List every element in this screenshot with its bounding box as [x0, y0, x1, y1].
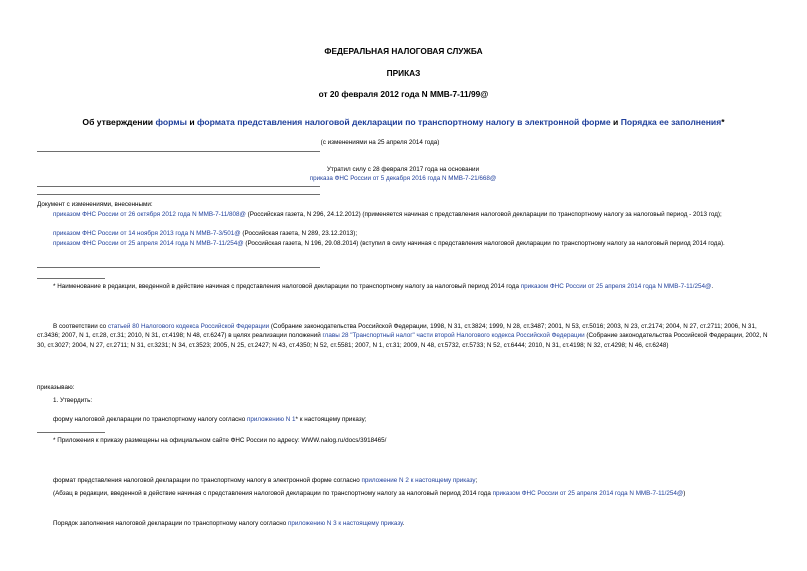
changes-intro: Документ с изменениями, внесенными: — [37, 201, 153, 208]
doc-title — [0, 117, 807, 127]
expired-basis-link[interactable]: приказа ФНС России от 5 декабря 2016 года N ММВ-7-21/668@ — [309, 175, 497, 182]
appendix-footnote: * Приложения к приказу размещены на официальном сайте ФНС России по адресу: WWW.nalog.ru/docs/3918465/ — [53, 437, 387, 444]
abzac-note-link[interactable]: приказом ФНС России от 25 апреля 2014 года N ММВ-7-11/254@ — [492, 490, 684, 497]
title-link-format[interactable]: формата представления налоговой декларации по транспортному налогу в электронной форме — [197, 117, 611, 127]
order-item-1: 1. Утвердить: — [53, 397, 93, 404]
preamble-text-3: (Собрание законодательства Российской Федерации, 2002, N 30, ст.3027; 2004, N 27, ст.2711; N 31, ст.3231; N 34, ст.3523; 2005, N 25, ст.2427; N 43, ст.4350; N 52, ст.5581; 2007, N 1, ст.31; 2009, N 48, ст.5732, ст.5733; N 52, ст.6444; 2010, N 31, ст.4198; N 32, ст.4298; N 46, ст.6248) — [37, 332, 768, 349]
revision-note: (с изменениями на 25 апреля 2014 года) — [320, 139, 440, 146]
footnote-separator — [37, 432, 105, 433]
form-approval-text: форму налоговой декларации по транспортному налогу согласно — [53, 416, 247, 423]
footnote-title-text: * Наименование в редакции, введенной в действие начиная с представления налоговой декларации по транспортному налогу за налоговый период 2014 года — [53, 283, 521, 290]
change-item-3-link[interactable]: приказом ФНС России от 25 апреля 2014 года N ММВ-7-11/254@ — [53, 240, 244, 247]
preamble-text-1: В соответствии со — [53, 323, 108, 330]
format-approval — [37, 476, 769, 485]
expired-notice-link-row — [200, 174, 606, 183]
divider-line — [37, 194, 320, 195]
title-text-2: и — [186, 117, 197, 127]
title-text-1: Об утверждении — [82, 117, 156, 127]
divider-line — [37, 267, 320, 268]
title-text-3: и — [610, 117, 621, 127]
footnote-title — [37, 282, 769, 291]
procedure-approval-text: Порядок заполнения налоговой декларации по транспортному налогу согласно — [53, 520, 288, 527]
prikazyvayu: приказываю: — [37, 384, 75, 391]
divider-line — [37, 186, 320, 187]
expired-notice: Утратил силу с 28 февраля 2017 года на основании — [326, 166, 480, 173]
appendix-3-link[interactable]: приложению N 3 к настоящему приказу — [288, 520, 403, 527]
format-approval-text: формат представления налоговой декларации по транспортному налогу в электронной форме согласно — [53, 477, 362, 484]
footnote-title-link[interactable]: приказом ФНС России от 25 апреля 2014 года N ММВ-7-11/254@ — [520, 283, 712, 290]
preamble-text-2: (Собрание законодательства Российской Федерации, 1998, N 31, ст.3824; 1999, N 28, ст.3487; 2001, N 53, ст.5016; 2003, N 23, ст.2174; 2004, N 27, ст.2711; 2006, N 31, ст.3436; 2007, N 1, ст.28, ст.31; 2010, N 31, ст.4198; N 48, ст.6247) в целях реализации положений — [37, 323, 757, 340]
divider-line — [37, 151, 320, 152]
change-item-3-text: (Российская газета, N 196, 29.08.2014) (вступил в силу начиная с представления налоговой декларации по транспортному налогу за налоговый период 2014 года). — [243, 240, 725, 247]
abzac-note — [37, 489, 769, 498]
procedure-approval-tail: . — [402, 520, 405, 527]
doc-type: ПРИКАЗ — [386, 68, 421, 78]
procedure-approval — [37, 519, 769, 528]
form-approval — [37, 415, 769, 424]
title-link-procedure[interactable]: Порядка ее заполнения — [620, 117, 722, 127]
preamble-link-article80[interactable]: статьей 80 Налогового кодекса Российской Федерации — [107, 323, 270, 330]
appendix-1-link[interactable]: приложению N 1 — [246, 416, 296, 423]
footnote-title-end: . — [711, 283, 714, 290]
preamble-link-chapter28[interactable]: главы 28 "Транспортный налог" части второй Налогового кодекса Российской Федерации — [322, 332, 585, 340]
abzac-note-text: (Абзац в редакции, введенной в действие начиная с представления налоговой декларации по транспортному налогу за налоговый период 2014 года — [53, 490, 493, 497]
change-item-3 — [37, 239, 769, 248]
change-item-2-text: (Российская газета, N 289, 23.12.2013); — [240, 230, 358, 237]
change-item-2-link[interactable]: приказом ФНС России от 14 ноября 2013 года N ММВ-7-3/501@ — [53, 230, 241, 237]
change-item-1-text: (Российская газета, N 296, 24.12.2012) (применяется начиная с представления налоговой декларации по транспортному налогу за налоговый период - 2013 год); — [245, 211, 722, 218]
doc-date-number: от 20 февраля 2012 года N ММВ-7-11/99@ — [318, 89, 489, 99]
form-approval-tail: * к настоящему приказу; — [295, 416, 367, 423]
format-approval-tail: ; — [475, 477, 478, 484]
title-link-form[interactable]: формы — [155, 117, 187, 127]
change-item-2 — [37, 229, 769, 238]
title-star: * — [721, 117, 725, 127]
footnote-separator — [37, 278, 105, 279]
abzac-note-tail: ) — [683, 490, 686, 497]
appendix-2-link[interactable]: приложение N 2 к настоящему приказу — [361, 477, 476, 484]
change-item-1-link[interactable]: приказом ФНС России от 26 октября 2012 года N ММВ-7-11/808@ — [53, 211, 246, 218]
agency-name: ФЕДЕРАЛЬНАЯ НАЛОГОВАЯ СЛУЖБА — [324, 46, 483, 56]
preamble — [37, 322, 769, 350]
change-item-1 — [37, 210, 769, 219]
